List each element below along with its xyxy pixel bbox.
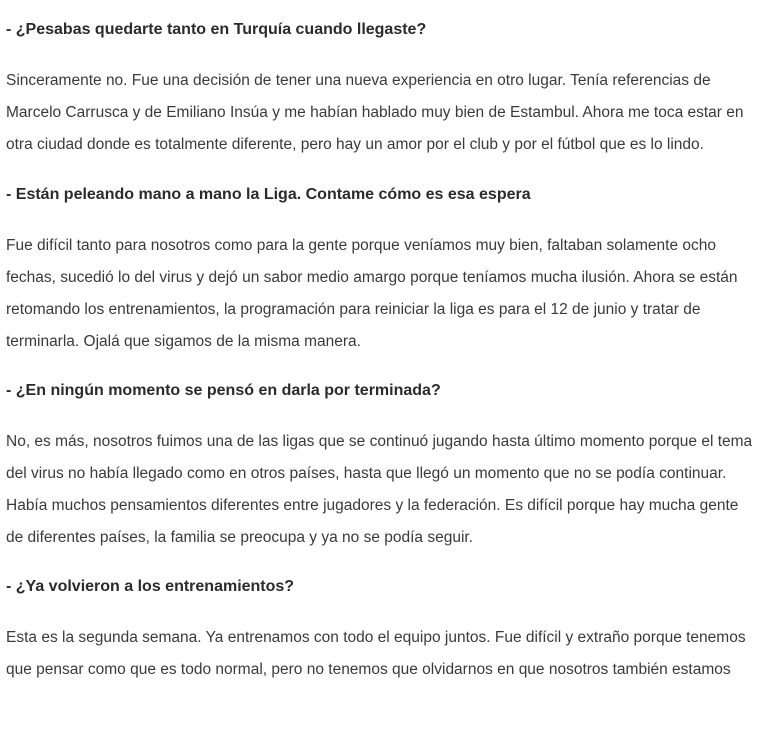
interview-answer-3: No, es más, nosotros fuimos una de las ligas que se continuó jugando hasta último momento porque el tema del virus no había llegado como en otros países, hasta que llegó un momento que no se podía continuar. Había muchos pensamientos diferentes entre jugadores y la federación. Es difícil porque hay mucha gente de diferentes países, la familia se preocupa y ya no se podía seguir. [6, 433, 753, 546]
interview-answer-1: Sinceramente no. Fue una decisión de tener una nueva experiencia en otro lugar. Tenía referencias de Marcelo Carrusca y de Emiliano Insúa y me habían hablado muy bien de Estambul. Ahora me toca estar en otra ciudad donde es totalmente diferente, pero hay un amor por el club y por el fútbol que es lo lindo. [6, 72, 744, 153]
article-body [0, 19, 756, 686]
interview-answer-2: Fue difícil tanto para nosotros como para la gente porque veníamos muy bien, faltaban solamente ocho fechas, sucedió lo del virus y dejó un sabor medio amargo porque teníamos mucha ilusión. Ahora se están retomando los entrenamientos, la programación para reiniciar la liga es para el 12 de junio y tratar de terminarla. Ojalá que sigamos de la misma manera. [6, 237, 738, 350]
interview-question-3: - ¿En ningún momento se pensó en darla por terminada? [6, 382, 441, 399]
interview-answer-4: Esta es la segunda semana. Ya entrenamos con todo el equipo juntos. Fue difícil y extraño porque tenemos que pensar como que es todo normal, pero no tenemos que olvidarnos en que nosotros también estamos [6, 629, 746, 678]
interview-question-4: - ¿Ya volvieron a los entrenamientos? [6, 578, 295, 595]
interview-question-1: - ¿Pesabas quedarte tanto en Turquía cuando llegaste? [6, 21, 427, 38]
interview-question-2: - Están peleando mano a mano la Liga. Contame cómo es esa espera [6, 186, 531, 203]
